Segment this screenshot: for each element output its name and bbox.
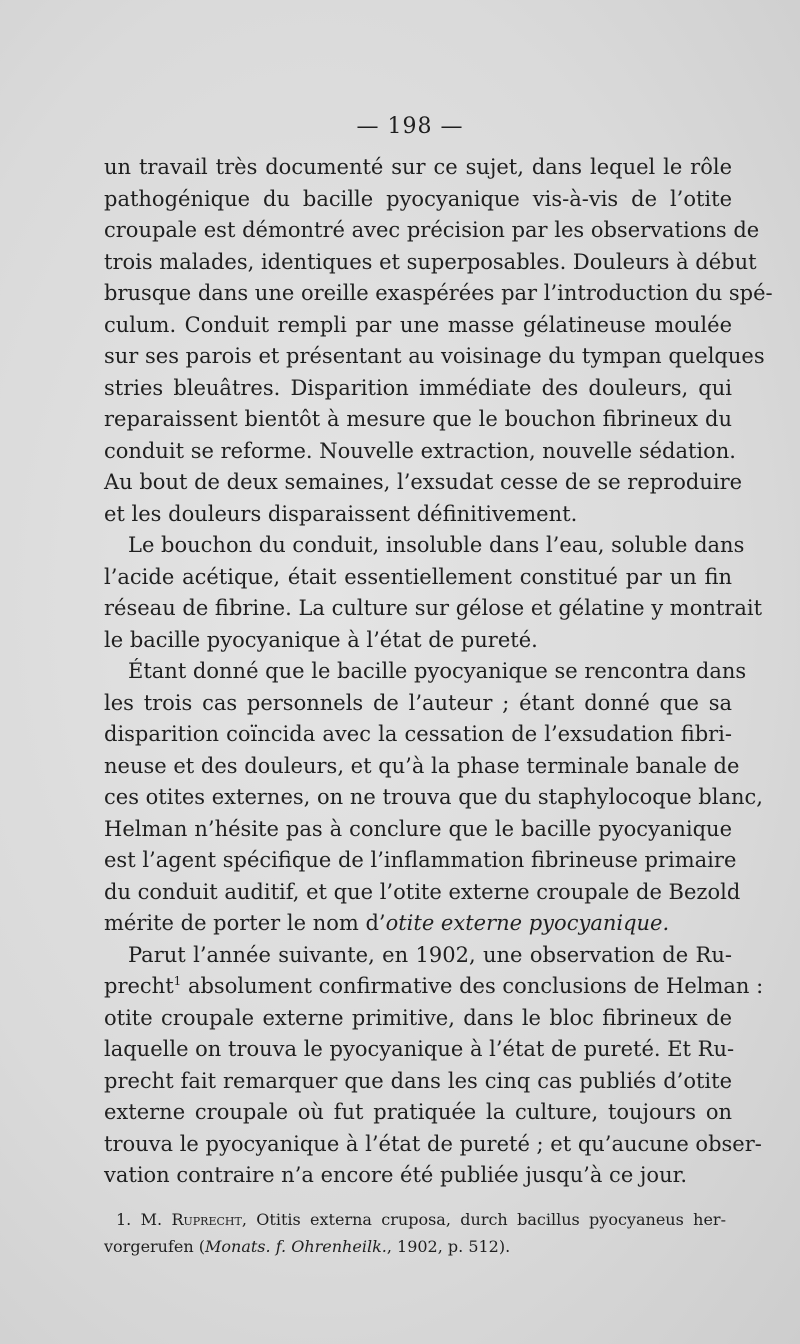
footnote-text: , 1902, p. 512). bbox=[386, 1237, 511, 1256]
text-segment: mérite de porter le nom d’ bbox=[104, 911, 386, 935]
text-line: conduit se reforme. Nouvelle extraction, nouvelle sédation. bbox=[104, 438, 736, 463]
text-line: precht fait remarquer que dans les cinq cas publiés d’otite bbox=[104, 1068, 732, 1093]
text-line: culum. Conduit rempli par une masse gélatineuse moulée bbox=[104, 312, 732, 337]
text-line: sur ses parois et présentant au voisinage du tympan quelques bbox=[104, 344, 765, 368]
text-line: le bacille pyocyanique à l’état de pureté. bbox=[104, 627, 538, 652]
text-line bbox=[104, 908, 732, 940]
text-line: trouva le pyocyanique à l’état de pureté ; et qu’aucune obser- bbox=[104, 1131, 762, 1156]
text-line: un travail très documenté sur ce sujet, dans lequel le rôle bbox=[104, 155, 732, 179]
text-line: croupale est démontré avec précision par les observations de bbox=[104, 218, 760, 242]
text-line: externe croupale où fut pratiquée la culture, toujours on bbox=[104, 1100, 732, 1124]
italic-term: otite externe pyocyanique. bbox=[385, 911, 670, 935]
page-number: — 198 — bbox=[356, 114, 464, 139]
footnote-text: , Otitis externa cruposа, durch bacillus pyocyaneus her- bbox=[241, 1210, 726, 1229]
text-line: pathogénique du bacille pyocyanique vis-à-vis de l’otite bbox=[104, 186, 732, 211]
text-line: Parut l’année suivante, en 1902, une observation de Ru- bbox=[128, 942, 732, 967]
text-line: Helman n’hésite pas à conclure que le bacille pyocyanique bbox=[104, 816, 732, 841]
text-line: du conduit auditif, et que l’otite externe croupale de Bezold bbox=[104, 879, 741, 904]
footnote-text: vorgerufen ( bbox=[104, 1237, 206, 1256]
text-line: Le bouchon du conduit, insoluble dans l’eau, soluble dans bbox=[128, 533, 745, 557]
text-line: vation contraire n’a encore été publiée jusqu’à ce jour. bbox=[104, 1163, 688, 1187]
text-segment: precht bbox=[104, 974, 174, 998]
text-line: laquelle on trouva le pyocyanique à l’état de pureté. Et Ru- bbox=[104, 1037, 735, 1061]
text-line: et les douleurs disparaissent définitivement. bbox=[104, 501, 578, 526]
text-line: Au bout de deux semaines, l’exsudat cesse de se reproduire bbox=[104, 470, 743, 494]
footnote-marker: 1. M. bbox=[116, 1210, 163, 1229]
footnote-author: Ruprecht bbox=[171, 1210, 242, 1229]
text-segment: absolument confirmative des conclusions de Helman : bbox=[187, 974, 764, 998]
text-line: l’acide acétique, était essentiellement constitué par un fin bbox=[104, 564, 732, 589]
text-line: est l’agent spécifique de l’inflammation fibrineuse primaire bbox=[104, 848, 737, 872]
text-line: réseau de fibrine. La culture sur gélose et gélatine y montrait bbox=[104, 596, 763, 620]
text-line bbox=[104, 971, 764, 1003]
text-line: disparition coïncida avec la cessation de l’exsudation fibri- bbox=[104, 722, 732, 746]
text-line: reparaissent bientôt à mesure que le bouchon fibrineux du bbox=[104, 407, 732, 431]
text-line: Étant donné que le bacille pyocyanique se rencontra dans bbox=[128, 659, 747, 683]
footnote-journal: Monats. f. Ohrenheilk. bbox=[205, 1237, 387, 1256]
footnote-line bbox=[104, 1206, 726, 1233]
text-line: neuse et des douleurs, et qu’à la phase terminale banale de bbox=[104, 753, 740, 778]
text-line: ces otites externes, on ne trouva que du staphylocoque blanc, bbox=[104, 785, 763, 809]
footnote bbox=[104, 1206, 726, 1260]
text-line: brusque dans une oreille exaspérées par l’introduction du spé- bbox=[104, 281, 773, 305]
text-line: trois malades, identiques et superposables. Douleurs à début bbox=[104, 249, 757, 274]
footnote-line bbox=[104, 1233, 726, 1260]
text-line: otite croupale externe primitive, dans le bloc fibrineux de bbox=[104, 1005, 732, 1030]
footnote-reference: 1 bbox=[173, 974, 182, 988]
body-text bbox=[104, 152, 773, 1192]
text-line: stries bleuâtres. Disparition immédiate des douleurs, qui bbox=[104, 375, 732, 400]
text-line: les trois cas personnels de l’auteur ; étant donné que sa bbox=[104, 690, 732, 715]
